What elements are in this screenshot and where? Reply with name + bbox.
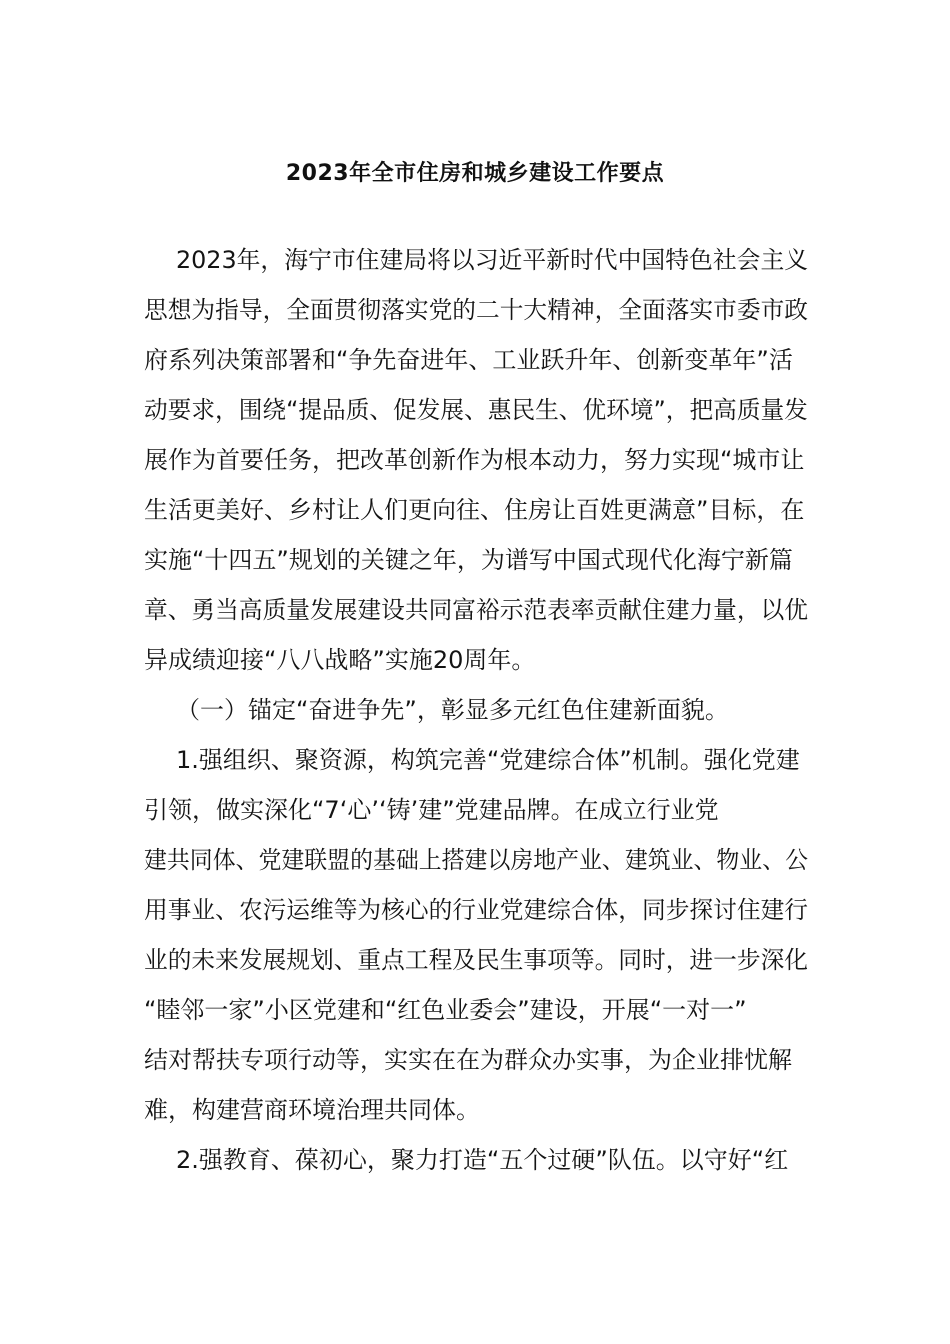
paragraph-line: 1.强组织、聚资源，构筑完善“党建综合体”机制。强化党建 [176,746,800,774]
paragraph-line: 结对帮扶专项行动等，实实在在为群众办实事，为企业排忧解 [144,1046,792,1074]
section-heading: （一）锚定“奋进争先”，彰显多元红色住建新面貌。 [176,696,729,724]
paragraph-line: 章、勇当高质量发展建设共同富裕示范表率贡献住建力量，以优 [144,596,809,624]
paragraph-line: 难，构建营商环境治理共同体。 [144,1096,480,1124]
paragraph-line: 生活更美好、乡村让人们更向往、住房让百姓更满意”目标，在 [144,496,805,524]
paragraph-line: 动要求，围绕“提品质、促发展、惠民生、优环境”，把高质量发 [144,396,808,424]
paragraph-line: “睦邻一家”小区党建和“红色业委会”建设，开展“一对一” [144,996,747,1024]
paragraph-line: 异成绩迎接“八八战略”实施20周年。 [144,646,536,674]
paragraph-line: 建共同体、党建联盟的基础上搭建以房地产业、建筑业、物业、公 [144,846,808,874]
document-title: 2023年全市住房和城乡建设工作要点 [285,161,665,186]
paragraph-line: 业的未来发展规划、重点工程及民生事项等。同时，进一步深化 [144,946,809,974]
paragraph-line: 实施“十四五”规划的关键之年，为谱写中国式现代化海宁新篇 [144,546,793,574]
paragraph-line: 府系列决策部署和“争先奋进年、工业跃升年、创新变革年”活 [144,346,793,374]
paragraph-line: 思想为指导，全面贯彻落实党的二十大精神，全面落实市委市政 [144,296,809,324]
paragraph-line: 2.强教育、葆初心，聚力打造“五个过硬”队伍。以守好“红 [176,1146,789,1174]
paragraph-line: 用事业、农污运维等为核心的行业党建综合体，同步探讨住建行 [144,896,809,924]
paragraph-line: 展作为首要任务，把改革创新作为根本动力，努力实现“城市让 [144,446,805,474]
paragraph-line: 引领，做实深化“7‘心’‘铸’建”党建品牌。在成立行业党 [144,796,719,824]
paragraph-line: 2023年，海宁市住建局将以习近平新时代中国特色社会主义 [176,246,809,274]
